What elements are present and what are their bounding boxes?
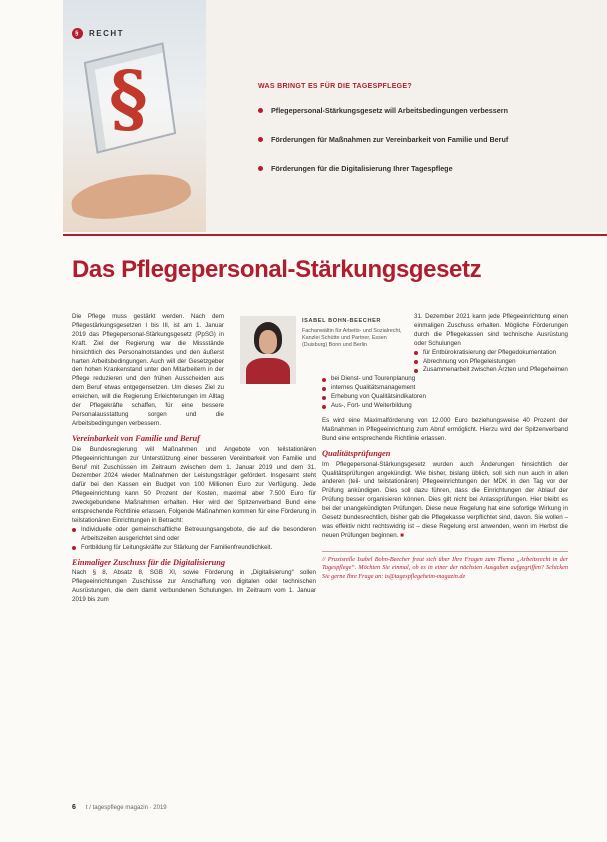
author-description: Fachanwältin für Arbeits- und Sozialrecht, Kanzlei Schütte und Partner, Essen (Duisburg) Bonn und Berlin xyxy=(302,328,402,348)
bullet-icon xyxy=(322,396,326,400)
bullet-icon xyxy=(72,528,76,532)
article-title: Das Pflegepersonal-Stärkungsgesetz xyxy=(72,256,482,283)
section-kicker xyxy=(72,28,124,39)
section-label: RECHT xyxy=(89,29,125,38)
bullet-icon xyxy=(258,137,263,142)
list-item: Fortbildung für Leitungskräfte zur Stärkung der Familienfreundlichkeit. xyxy=(72,544,316,553)
list-item: Förderungen für die Digitalisierung Ihrer Tagespflege xyxy=(258,164,578,173)
body-paragraph: Im Pflegepersonal-Stärkungsgesetz wurden auch Änderungen hinsichtlich der Qualitätsprüfungen angekündigt. Wie bisher, bislang üblich, soll sich nun auch in allen anderen (teil- und teilstationären) Pflegeeinrichtungen der MDK in den Tag vor der Prüfung ankündigen. Dies soll dazu führen, dass die Einrichtungen der Ablauf der Prüfung besser organisieren können. Dies gilt nicht bei Anlassprüfungen. Hier bleibt es bei der unangekündigten Prüfungen. Diese neue Regelung hat eine sofortige Wirkung in Gesetz bundesrechtlich, bisher gab die Pflegekasse verpflichtet sind, davon. Sie wollen – was effektiv nicht rechtswidrig ist – diese Regelung erst anwenden, wenn im Herbst die neuen Prüfungen beginnen. ■ xyxy=(322,460,568,539)
list-item: Aus-, Fort- und Weiterbildung xyxy=(322,402,568,411)
list-item: Pflegepersonal-Stärkungsgesetz will Arbeitsbedingungen verbessern xyxy=(258,106,578,115)
list-item: für Entbürokratisierung der Pflegedokumentation xyxy=(322,349,568,358)
end-mark: ■ xyxy=(400,531,404,539)
page-footer xyxy=(72,804,167,811)
divider xyxy=(63,234,607,236)
list-item: Individuelle oder gemeinschaftliche Betreuungsangebote, die auf die besonderen Arbeitszeiten ausgerichtet sind oder xyxy=(72,526,316,544)
bullet-icon xyxy=(258,108,263,113)
page-number: 6 xyxy=(72,804,76,811)
subheading: Qualitätsprüfungen xyxy=(322,448,391,458)
bullet-icon xyxy=(322,405,326,409)
publication-name: t / tagespflege magazin · 2019 xyxy=(85,804,167,811)
intro-paragraph: Die Pflege muss gestärkt werden. Nach dem Pflegestärkungsgesetzen I bis III, ist am 1. Januar 2019 das Pflegepersonal-Stärkungsgesetz (PpSG) in Kraft. Ziel der Regierung war die Missstände hinsichtlich des Personalnotstandes und den äußerst harten Arbeitsbedingungen. Auch will der Gesetzgeber den hohen Krankenstand unter den Mitarbeitern in der Pflege reduzieren und den frühen Ausscheiden aus dem Beruf etwas entgegensetzen. Um dieses Ziel zu erreichen, will die Regierung Erleichterungen im Alltag der Pflegekräfte schaffen, für eine bessere Personalausstattung sorgen und die Arbeitsbedingungen verbessern. xyxy=(72,313,224,427)
body-paragraph: Nach § 8, Absatz 8, SGB XI, sowie Förderung in „Digitalisierung“ sollen Pflegeeinrichtungen Zuschüsse zur Anschaffung von digitalen oder technischen Ausrüstungen, die dem damit verbundenen Schulungen. Im Zeitraum vom 1. Januar 2019 bis zum xyxy=(72,569,316,604)
body-paragraph: Die Bundesregierung will Maßnahmen und Angebote von teilstationären Pflegeeinrichtungen zur Unterstützung einer besseren Vereinbarkeit von Familie und Beruf mit Zuschüssen im Zeitraum zwischen dem 1. Januar 2019 und dem 31. Dezember 2024 wieder Maßnahmen der Leistungsträger gefördert. Insgesamt steht dafür bei den Kassen ein Budget von 100 Millionen Euro zur Verfügung. Jede Pflegeeinrichtung kann 50 Prozent der Kosten, maximal aber 7.500 Euro für zweckgebundene Maßnahmen erhalten. Hier wird der Spitzenverband Bund eine entsprechende Richtlinie erlassen. Folgende Maßnahmen kommen für eine Förderung in teilstationären Einrichtungen in Betracht: xyxy=(72,445,316,524)
column-right xyxy=(322,313,568,582)
list-item: internes Qualitätsmanagement xyxy=(322,384,568,393)
info-box-list xyxy=(258,106,578,193)
bullet-list xyxy=(322,349,568,411)
subheading: Einmaliger Zuschuss für die Digitalisierung xyxy=(72,557,226,567)
bullet-icon xyxy=(258,166,263,171)
bullet-list xyxy=(72,526,316,553)
bullet-icon xyxy=(414,351,418,355)
list-item: Zusammenarbeit zwischen Ärzten und Pflegeheimen xyxy=(322,366,568,375)
list-item: bei Dienst- und Tourenplanung xyxy=(322,375,568,384)
bullet-icon xyxy=(322,378,326,382)
info-box-heading: WAS BRINGT ES FÜR DIE TAGESPFLEGE? xyxy=(258,83,412,90)
body-paragraph: 31. Dezember 2021 kann jede Pflegeeinrichtung einen einmaligen Zuschuss erhalten. Mögliche Förderungen durch die Pflegekassen sind technische Ausrüstung oder Schulungen xyxy=(414,313,568,347)
paragraph-icon: § xyxy=(72,28,83,39)
column-left xyxy=(72,313,316,605)
body-paragraph: Es wird eine Maximalförderung von 12.000 Euro beziehungsweise 40 Prozent der Maßnahmen in Pflegeeinrichtung zum Abruf ermöglicht. Hierzu wird der Spitzenverband Bund eine entsprechende Richtlinie erlassen. xyxy=(322,416,568,442)
list-item: Förderungen für Maßnahmen zur Vereinbarkeit von Familie und Beruf xyxy=(258,135,578,144)
bullet-icon xyxy=(414,360,418,364)
bullet-icon xyxy=(322,387,326,391)
paragraph-symbol-graphic: § xyxy=(109,56,148,142)
hand-graphic xyxy=(69,168,193,224)
list-item: Erhebung von Qualitätsindikatoren xyxy=(322,393,568,402)
bullet-icon xyxy=(72,546,76,550)
author-note: // Praxisrelle Isabel Bohn-Beecher freut sich über Ihre Fragen zum Thema „Arbeitsrecht in der Tagespflege“. Möchten Sie einmal, ob es in einer der nächsten Ausgaben aufgegriffen? Schicken Sie gerne Ihre Frage an: ts@tagespflegeheim-magazin.de xyxy=(322,551,568,582)
author-name: ISABEL BOHN-BEECHER xyxy=(302,318,382,324)
subheading: Vereinbarkeit von Familie und Beruf xyxy=(72,433,200,443)
list-item: Abrechnung von Pflegeleistungen xyxy=(322,358,568,367)
bullet-icon xyxy=(414,369,418,373)
